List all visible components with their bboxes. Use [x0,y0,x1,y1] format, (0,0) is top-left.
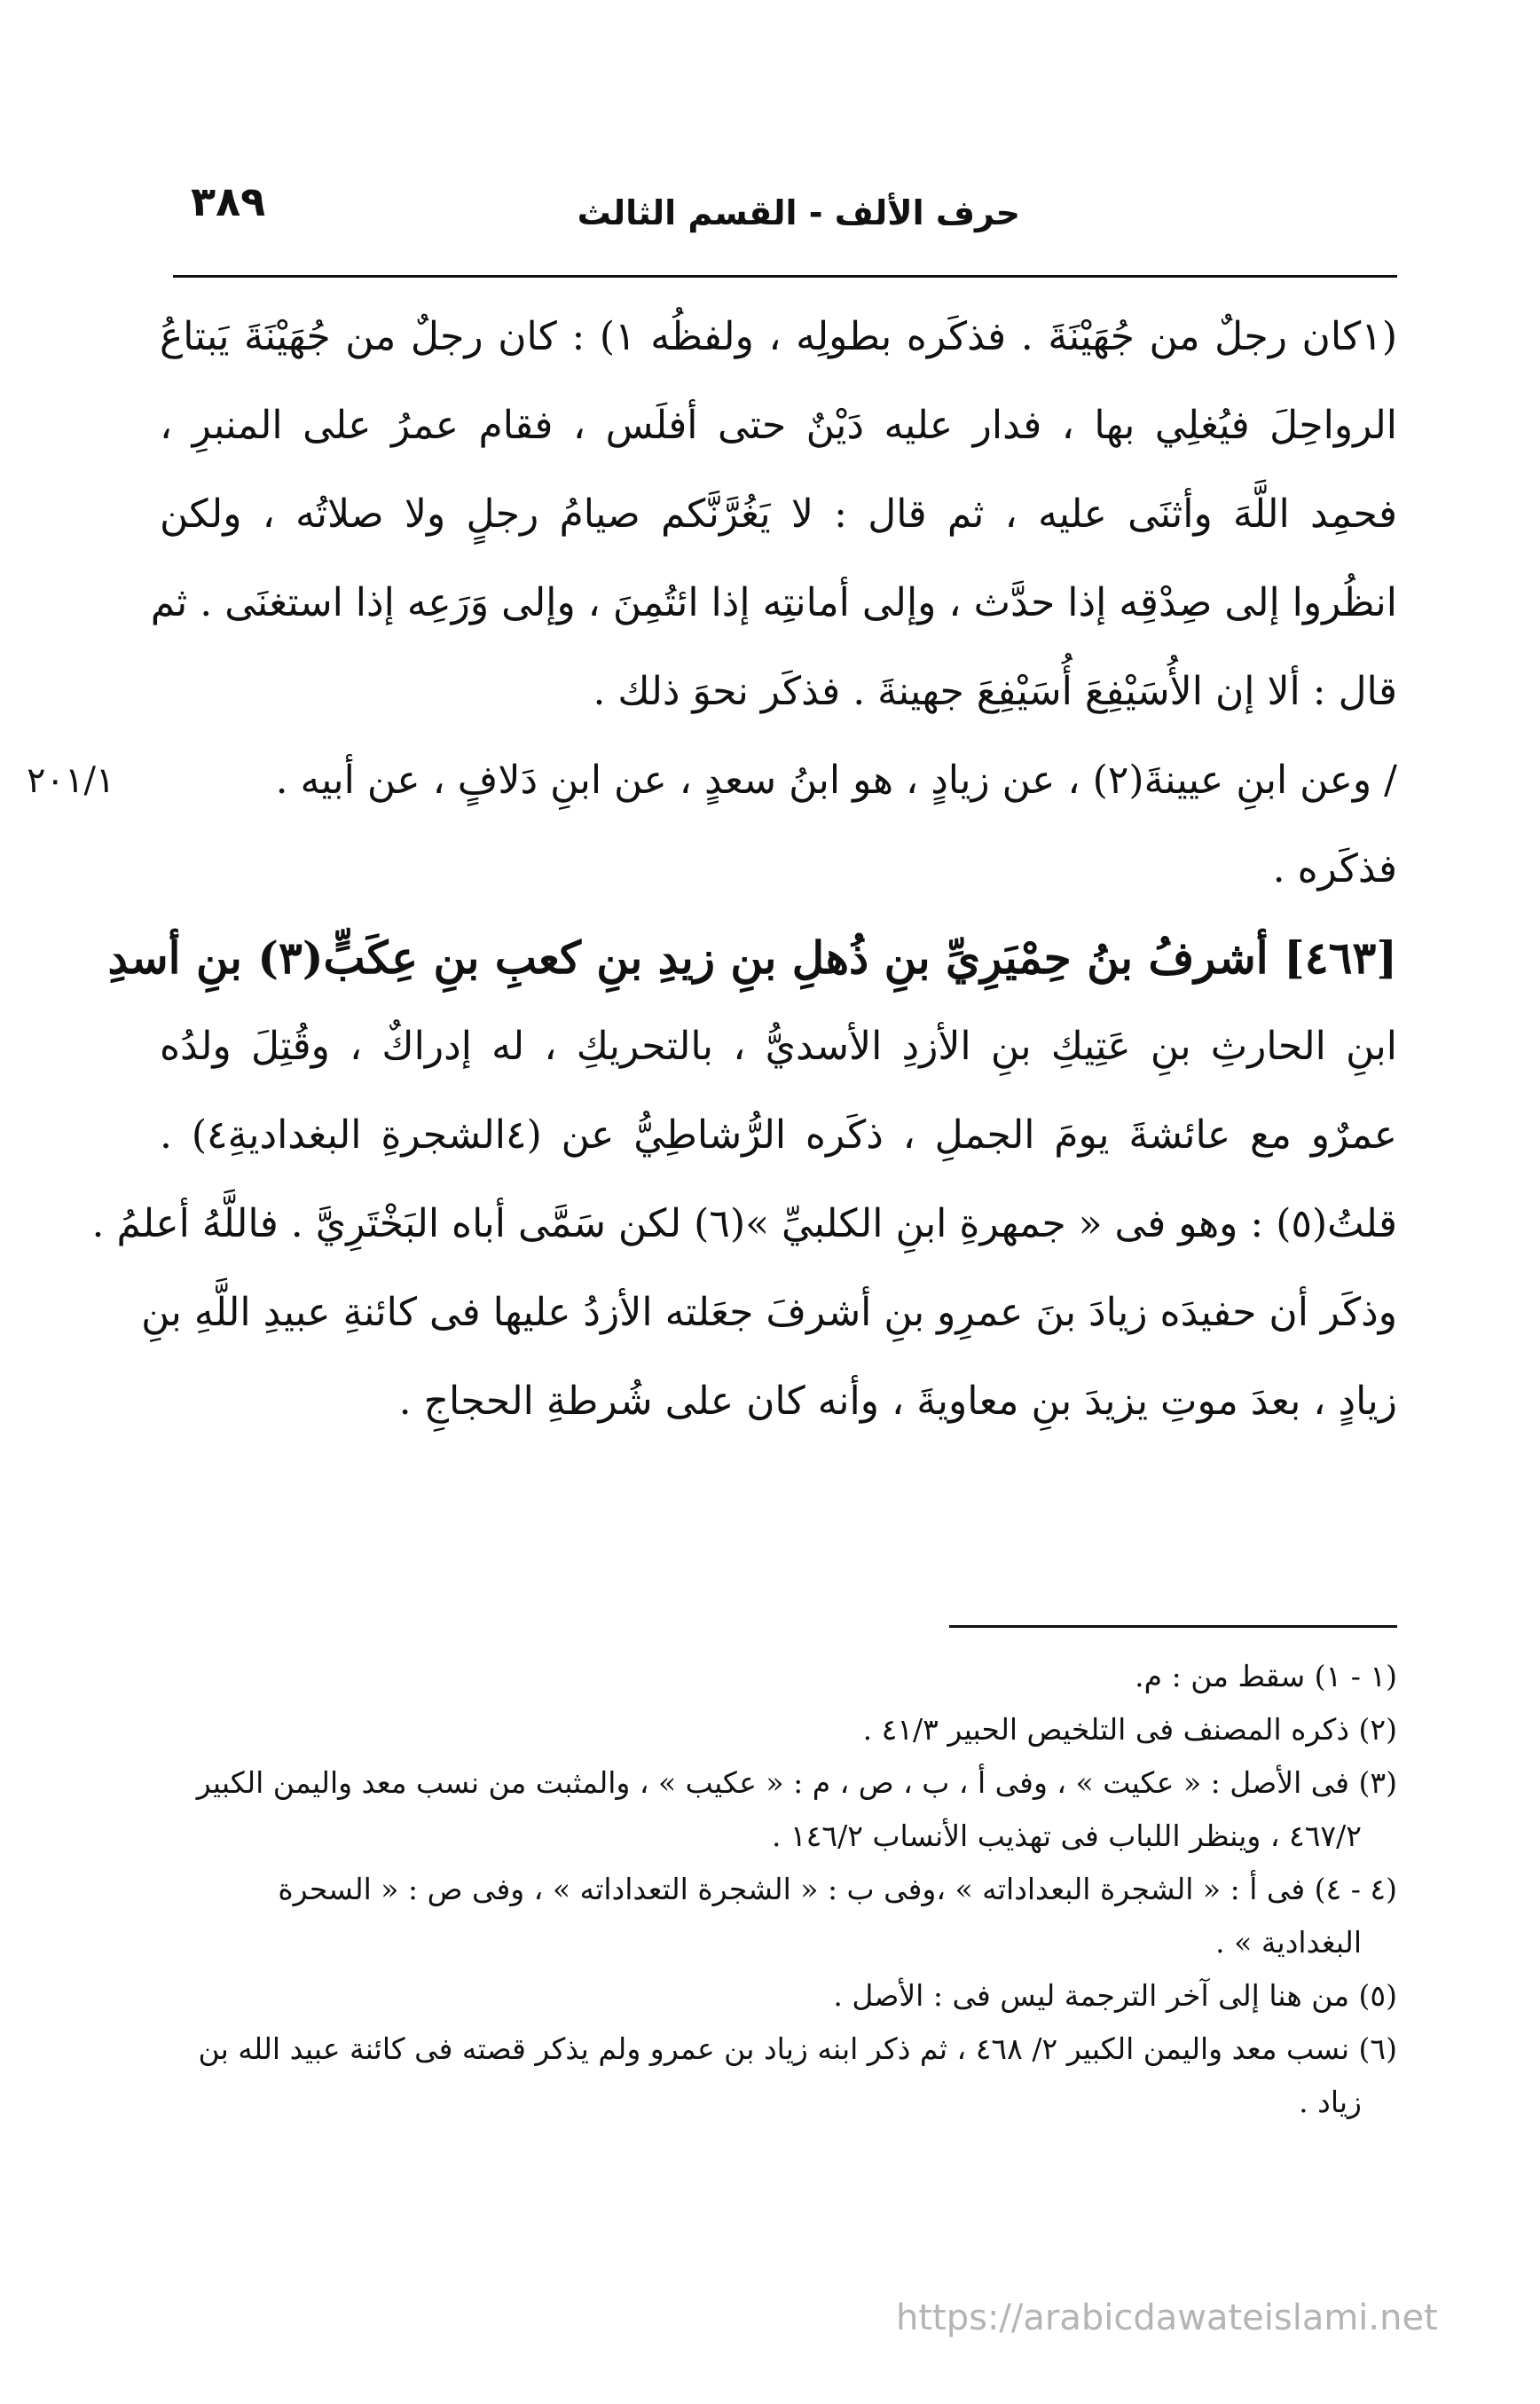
watermark-url: https://arabicdawateislami.net [896,2298,1438,2338]
entry-heading: [٤٦٣] أشرفُ بنُ حِمْيَرِيِّ بنِ ذُهلِ بنِ زيدِ بنِ كعبِ بنِ عِكَبٍّ(٣) بنِ أسدِ [107,931,1397,984]
header-rule [173,275,1397,278]
footnote: (١ - ١) سقط من : م. [1135,1659,1397,1693]
footnote: (٣) فى الأصل : « عكيت » ، وفى أ ، ب ، ص ، م : « عكيب » ، والمثبت من نسب معد واليمن الكبير [196,1765,1397,1800]
footnote-continuation: ٤٦٧/٢ ، وينظر اللباب فى تهذيب الأنساب ١٤٦/٢ . [771,1819,1362,1853]
footnotes [160,1650,1397,2129]
footnote-continuation: زياد . [1299,2085,1362,2119]
main-text [27,293,1397,1446]
text-line: فذكَره . [1272,846,1397,892]
paragraph-2 [27,736,1397,914]
footnote: (٥) من هنا إلى آخر الترجمة ليس فى : الأصل . [833,1978,1397,2013]
text-line: زيادٍ ، بعدَ موتِ يزيدَ بنِ معاويةَ ، وأنه كان على شُرطةِ الحجاجِ . [398,1379,1397,1424]
footnote-rule [949,1625,1397,1628]
footnote: (٦) نسب معد واليمن الكبير ٢/ ٤٦٨ ، ثم ذكر ابنه زياد بن عمرو ولم يذكر قصته فى كائنة عبيد الله بن [198,2031,1397,2066]
text-line: (١كان رجلٌ من جُهَيْنَةَ . فذكَره بطولِه ، ولفظُه ١) : كان رجلٌ من جُهَيْنَةَ يَبتاعُ [160,314,1397,359]
paragraph-1 [150,293,1397,736]
text-line: فحمِد اللَّهَ وأثنَى عليه ، ثم قال : لا يَغُرَّنَّكم صيامُ رجلٍ ولا صلاتُه ، ولكن [160,491,1397,537]
margin-reference: ٢٠١/١ [27,760,115,801]
page-number: ٣٨٩ [191,177,266,225]
text-line: ابنِ الحارثِ بنِ عَتِيكِ بنِ الأزدِ الأسديُّ ، بالتحريكِ ، له إدراكٌ ، وقُتِلَ ولدُه [160,1024,1397,1069]
text-line: عمرٌو مع عائشةَ يومَ الجملِ ، ذكَره الرُّشاطِيُّ عن (٤الشجرةِ البغداديةِ٤) . [160,1112,1397,1158]
entry-463 [91,914,1397,1446]
text-line: الرواحِلَ فيُغلِي بها ، فدار عليه دَيْنٌ حتى أفلَس ، فقام عمرُ على المنبرِ ، [160,403,1397,448]
footnote-continuation: البغدادية » . [1215,1925,1362,1960]
running-header-title: حرف الألف - القسم الثالث [577,193,1020,232]
running-header [173,177,1393,266]
footnote: (٢) ذكره المصنف فى التلخيص الحبير ٤١/٣ . [862,1712,1397,1747]
text-line: / وعن ابنِ عيينةَ(٢) ، عن زيادٍ ، هو ابنُ سعدٍ ، عن ابنِ دَلافٍ ، عن أبيه . [275,758,1397,803]
footnote: (٤ - ٤) فى أ : « الشجرة البعداداته » ،وفى ب : « الشجرة التعداداته » ، وفى ص : « السحرة [278,1872,1397,1906]
text-line: وذكَر أن حفيدَه زيادَ بنَ عمرِو بنِ أشرفَ جعَلته الأزدُ عليها فى كائنةِ عبيدِ اللَّهِ بنِ [141,1290,1397,1335]
text-line: قلتُ(٥) : وهو فى « جمهرةِ ابنِ الكلبيِّ »(٦) لكن سَمَّى أباه البَخْتَرِيَّ . فاللَّهُ أعلمُ . [91,1201,1397,1246]
text-line: قال : ألا إن الأُسَيْفِعَ أُسَيْفِعَ جهينةَ . فذكَر نحوَ ذلك . [593,669,1397,714]
text-line: انظُروا إلى صِدْقِه إذا حدَّث ، وإلى أمانتِه إذا ائتُمِنَ ، وإلى وَرَعِه إذا استغنَى . ثم [150,580,1397,625]
